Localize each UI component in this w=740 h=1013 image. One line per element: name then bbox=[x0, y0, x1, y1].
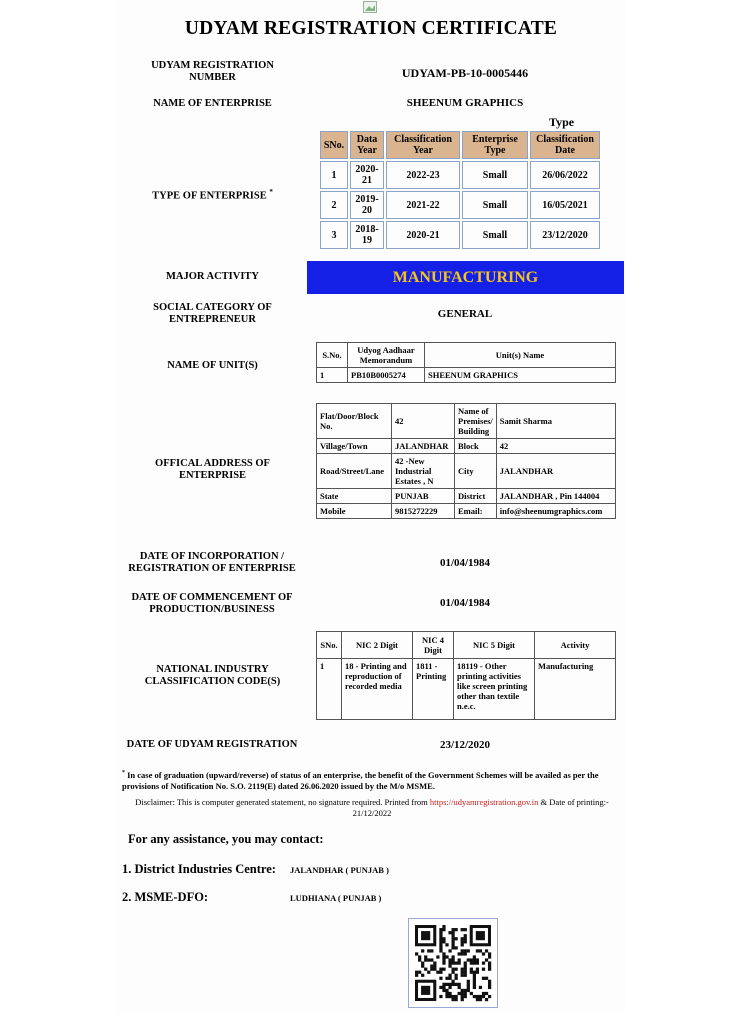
col-classification-year: Classification Year bbox=[386, 131, 460, 159]
units-table bbox=[316, 342, 616, 383]
disclaimer bbox=[122, 797, 622, 819]
cell: 2019-20 bbox=[350, 191, 384, 219]
flat-value: 42 bbox=[392, 404, 455, 439]
dic-value: JALANDHAR ( PUNJAB ) bbox=[290, 865, 389, 875]
cell: 1 bbox=[317, 368, 348, 383]
enterprise-type-label bbox=[140, 186, 285, 203]
road-value: 42 -New Industrial Estates , N bbox=[392, 454, 455, 489]
state-value: PUNJAB bbox=[392, 489, 455, 504]
commencement-label: DATE OF COMMENCEMENT OF PRODUCTION/BUSINESS bbox=[131, 592, 293, 615]
mobile-value: 9815272229 bbox=[392, 504, 455, 519]
block-value: 42 bbox=[496, 439, 615, 454]
reg-number-value: UDYAM-PB-10-0005446 bbox=[401, 66, 529, 80]
cell: Manufacturing bbox=[535, 659, 616, 720]
disclaimer-after: & Date of printing:- 21/12/2022 bbox=[352, 797, 609, 818]
enterprise-type-label-text: TYPE OF ENTERPRISE bbox=[152, 190, 267, 202]
village-value: JALANDHAR bbox=[392, 439, 455, 454]
cell: 3 bbox=[320, 221, 348, 249]
address-label: OFFICAL ADDRESS OF ENTERPRISE bbox=[155, 458, 270, 481]
col-unit-name: Unit(s) Name bbox=[425, 343, 616, 368]
state-label: State bbox=[317, 489, 392, 504]
note-mark: * bbox=[122, 770, 125, 776]
msme-dfo-value: LUDHIANA ( PUNJAB ) bbox=[290, 893, 382, 903]
note-text: In case of graduation (upward/reverse) of status of an enterprise, the benefit of the Government Schemes will be availed as per the provisions of Notification No. S.O. 2119(E) dated 26.06.2020 issued by the M/o MSME. bbox=[122, 769, 599, 791]
table-header-row bbox=[320, 131, 600, 159]
email-value: info@sheenumgraphics.com bbox=[496, 504, 615, 519]
cell: 16/05/2021 bbox=[530, 191, 600, 219]
udyam-date-label: DATE OF UDYAM REGISTRATION bbox=[126, 739, 298, 750]
footnote-mark: * bbox=[269, 188, 273, 196]
incorporation-value: 01/04/1984 bbox=[439, 557, 491, 569]
enterprise-name-label: NAME OF ENTERPRISE bbox=[153, 98, 272, 109]
table-row bbox=[317, 454, 616, 489]
cell: PB10B0005274 bbox=[348, 368, 425, 383]
table-row bbox=[320, 161, 600, 189]
table-row bbox=[317, 404, 616, 439]
col-nic4: NIC 4 Digit bbox=[413, 632, 454, 659]
disclaimer-before: Disclaimer: This is computer generated statement, no signature required. Printed from bbox=[135, 797, 430, 807]
road-label: Road/Street/Lane bbox=[317, 454, 392, 489]
commencement-value: 01/04/1984 bbox=[439, 597, 491, 609]
table-row bbox=[317, 368, 616, 383]
block-label: Block bbox=[455, 439, 497, 454]
district-value: JALANDHAR , Pin 144004 bbox=[496, 489, 615, 504]
major-activity-value: MANUFACTURING bbox=[307, 261, 624, 294]
social-category-label: SOCIAL CATEGORY OF ENTREPRENEUR bbox=[153, 302, 272, 325]
cell: 2021-22 bbox=[386, 191, 460, 219]
table-row bbox=[317, 489, 616, 504]
cell: 1811 - Printing bbox=[413, 659, 454, 720]
qr-code-icon bbox=[408, 918, 498, 1008]
cell: 2022-23 bbox=[386, 161, 460, 189]
col-sno: S.No. bbox=[317, 343, 348, 368]
table-row bbox=[317, 439, 616, 454]
nic-table bbox=[316, 631, 616, 720]
table-row bbox=[320, 191, 600, 219]
enterprise-type-table bbox=[318, 129, 602, 251]
table-row bbox=[317, 504, 616, 519]
cell: 18 - Printing and reproduction of recorded media bbox=[342, 659, 413, 720]
type-caption: Type bbox=[549, 115, 575, 129]
col-data-year: Data Year bbox=[350, 131, 384, 159]
premises-label: Name of Premises/ Building bbox=[455, 404, 497, 439]
cell: 1 bbox=[317, 659, 342, 720]
col-sno: SNo. bbox=[320, 131, 348, 159]
table-header-row bbox=[317, 343, 616, 368]
incorporation-label: DATE OF INCORPORATION / REGISTRATION OF ENTERPRISE bbox=[128, 551, 296, 574]
col-classification-date: Classification Date bbox=[530, 131, 600, 159]
cell: Small bbox=[462, 221, 528, 249]
udyam-date-value: 23/12/2020 bbox=[439, 739, 491, 751]
enterprise-name-value: SHEENUM GRAPHICS bbox=[406, 97, 524, 109]
col-enterprise-type: Enterprise Type bbox=[462, 131, 528, 159]
col-udyog-aadhaar: Udyog Aadhaar Memorandum bbox=[348, 343, 425, 368]
reg-number-label: UDYAM REGISTRATION NUMBER bbox=[151, 60, 274, 83]
col-nic2: NIC 2 Digit bbox=[342, 632, 413, 659]
premises-value: Samit Sharma bbox=[496, 404, 615, 439]
assistance-heading: For any assistance, you may contact: bbox=[128, 832, 324, 846]
cell: 2020-21 bbox=[386, 221, 460, 249]
cell: Small bbox=[462, 161, 528, 189]
village-label: Village/Town bbox=[317, 439, 392, 454]
col-activity: Activity bbox=[535, 632, 616, 659]
nic-label: NATIONAL INDUSTRY CLASSIFICATION CODE(S) bbox=[144, 664, 281, 687]
certificate-title: UDYAM REGISTRATION CERTIFICATE bbox=[184, 18, 558, 39]
udyam-portal-link[interactable]: https://udyamregistration.gov.in bbox=[429, 797, 539, 807]
cell: 2 bbox=[320, 191, 348, 219]
city-label: City bbox=[455, 454, 497, 489]
cell: 18119 - Other printing activities like screen printing other than textile n.e.c. bbox=[454, 659, 535, 720]
cell: Small bbox=[462, 191, 528, 219]
flat-label: Flat/Door/Block No. bbox=[317, 404, 392, 439]
social-category-value: GENERAL bbox=[437, 308, 493, 320]
col-nic5: NIC 5 Digit bbox=[454, 632, 535, 659]
district-label: District bbox=[455, 489, 497, 504]
cell: SHEENUM GRAPHICS bbox=[425, 368, 616, 383]
city-value: JALANDHAR bbox=[496, 454, 615, 489]
mobile-label: Mobile bbox=[317, 504, 392, 519]
cell: 2018-19 bbox=[350, 221, 384, 249]
cell: 23/12/2020 bbox=[530, 221, 600, 249]
cell: 26/06/2022 bbox=[530, 161, 600, 189]
broken-image-icon bbox=[363, 1, 377, 13]
cell: 2020-21 bbox=[350, 161, 384, 189]
unit-name-label: NAME OF UNIT(S) bbox=[167, 360, 258, 371]
graduation-note bbox=[122, 768, 622, 792]
table-row bbox=[320, 221, 600, 249]
table-row bbox=[317, 659, 616, 720]
major-activity-label: MAJOR ACTIVITY bbox=[165, 271, 260, 282]
table-header-row bbox=[317, 632, 616, 659]
address-table bbox=[316, 403, 616, 519]
col-sno: SNo. bbox=[317, 632, 342, 659]
msme-dfo-label: 2. MSME-DFO: bbox=[122, 890, 209, 904]
email-label: Email: bbox=[455, 504, 497, 519]
cell: 1 bbox=[320, 161, 348, 189]
dic-label: 1. District Industries Centre: bbox=[122, 862, 276, 876]
